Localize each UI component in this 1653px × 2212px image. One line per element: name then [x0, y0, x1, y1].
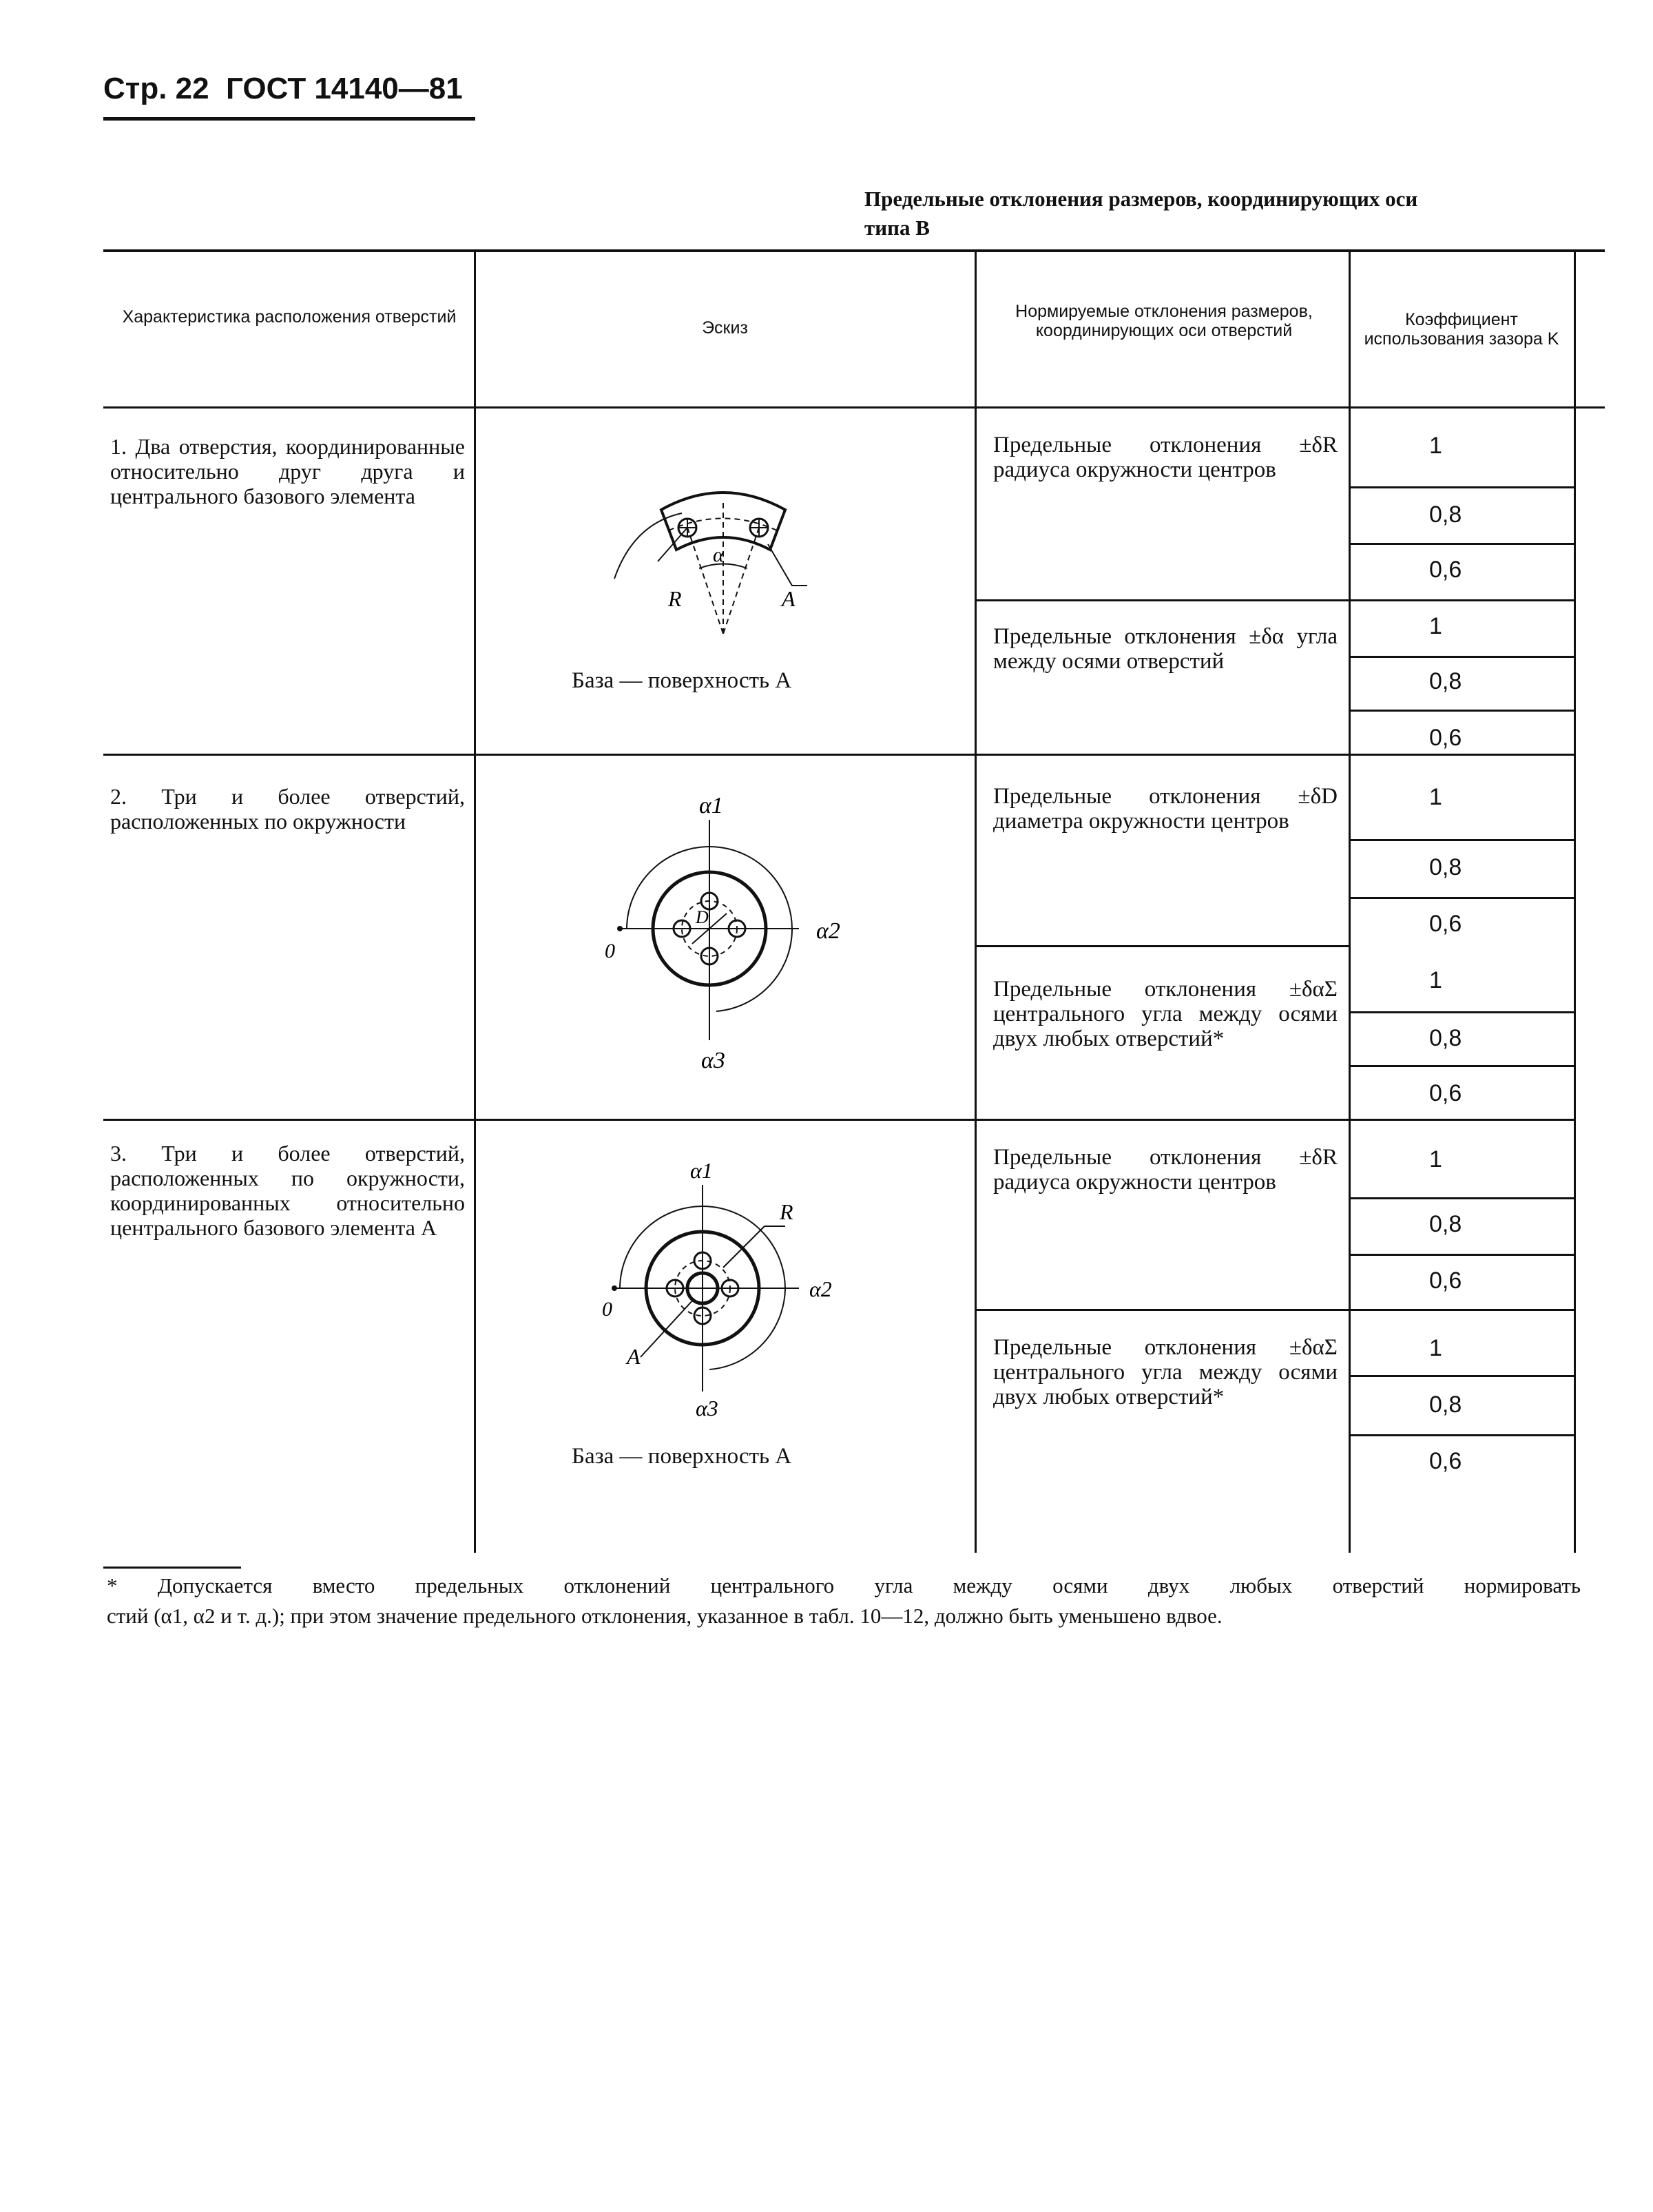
k-separator: [1351, 1254, 1574, 1256]
row3-alpha2-label: α2: [809, 1276, 832, 1301]
group-separator-2: [977, 945, 1349, 947]
group-separator-3: [977, 1309, 1349, 1311]
row1-group1-text: Предельные отклонения ±δR радиуса окружности центров: [993, 433, 1338, 482]
col-header-deviations: Нормируемые отклонения размеров, координирующих оси отверстий: [1015, 302, 1313, 340]
k-separator: [1351, 897, 1574, 899]
row3-g1-k3: 0,6: [1429, 1268, 1462, 1294]
row2-g1-k2: 0,8: [1429, 854, 1462, 880]
col-header-coefficient: Коэффициент использования зазора K: [1364, 310, 1559, 349]
col-header-characteristic: Характеристика расположения отверстий: [122, 307, 457, 327]
k-separator: [1351, 710, 1574, 712]
k-separator: [1351, 1309, 1574, 1311]
k-separator: [1351, 1375, 1574, 1377]
row2-alpha1-label: α1: [699, 793, 723, 818]
page-header: [103, 72, 463, 106]
standard-code: ГОСТ 14140—81: [226, 72, 463, 105]
row2-alpha2-label: α2: [816, 918, 840, 944]
k-separator: [1351, 543, 1574, 545]
page-number: Стр. 22: [103, 72, 209, 105]
k-separator: [1351, 486, 1574, 488]
table-title: [864, 185, 1417, 242]
row3-g2-k2: 0,8: [1429, 1392, 1462, 1418]
group-separator-1: [977, 599, 1349, 601]
row1-g2-k3: 0,6: [1429, 725, 1462, 751]
row1-g2-k2: 0,8: [1429, 668, 1462, 694]
row1-characteristic: 1. Два отверстия, координированные относительно друг друга и центрального базового элемента: [110, 434, 465, 508]
row3-base-label: A: [627, 1344, 641, 1369]
k-separator: [1351, 1011, 1574, 1013]
row1-sketch: [592, 482, 826, 641]
row1-g1-k2: 0,8: [1429, 502, 1462, 528]
row3-g1-k1: 1: [1429, 1146, 1442, 1172]
k-separator: [1351, 754, 1574, 756]
row3-alpha1-label: α1: [690, 1158, 713, 1183]
row1-base-label: A: [782, 586, 796, 611]
col-divider-2: [975, 251, 977, 1553]
row3-radius-label: R: [780, 1199, 793, 1224]
row2-zero-label: 0: [605, 940, 615, 962]
row3-sketch-caption: База — поверхность A: [572, 1444, 792, 1469]
k-separator: [1351, 1434, 1574, 1436]
col-divider-3: [1349, 251, 1351, 1553]
row2-diameter-label: D: [696, 907, 709, 927]
row-separator-1: [103, 754, 1350, 756]
row2-g2-k3: 0,6: [1429, 1080, 1462, 1106]
footnote-rule: [103, 1567, 241, 1569]
row1-group2-text: Предельные отклонения ±δα угла между осями отверстий: [993, 624, 1338, 674]
row1-g2-k1: 1: [1429, 613, 1442, 639]
row2-g2-k1: 1: [1429, 967, 1442, 993]
row2-sketch: [599, 792, 868, 1088]
k-separator: [1351, 656, 1574, 658]
footnote-line2: стий (α1, α2 и т. д.); при этом значение предельного отклонения, указанное в табл. 10—12, должно быть уменьшено вдвое.: [107, 1604, 1223, 1628]
row3-alpha3-label: α3: [696, 1396, 718, 1420]
row3-sketch: [599, 1157, 868, 1426]
footnote-line1: * Допускается вместо предельных отклонений центрального угла между осями двух любых отверстий нормировать: [107, 1573, 1581, 1598]
row3-g2-k3: 0,6: [1429, 1448, 1462, 1474]
row3-group2-text: Предельные отклонения ±δαΣ центрального угла между осями двух любых отверстий*: [993, 1335, 1338, 1409]
k-separator: [1351, 839, 1574, 841]
row1-g1-k1: 1: [1429, 433, 1442, 459]
table-top-rule: [103, 249, 1605, 252]
row3-g1-k2: 0,8: [1429, 1211, 1462, 1237]
row2-alpha3-label: α3: [701, 1048, 725, 1073]
table-title-line2: типа В: [864, 216, 930, 240]
col-divider-4: [1574, 251, 1576, 1553]
k-separator: [1351, 1119, 1574, 1121]
row2-g1-k1: 1: [1429, 784, 1442, 810]
col-divider-1: [474, 251, 476, 1553]
row3-group1-text: Предельные отклонения ±δR радиуса окружности центров: [993, 1145, 1338, 1195]
row1-radius-label: R: [668, 586, 682, 611]
row1-g1-k3: 0,6: [1429, 557, 1462, 583]
header-rule: [103, 117, 475, 121]
row3-zero-label: 0: [602, 1298, 612, 1321]
row1-sketch-caption: База — поверхность A: [572, 668, 792, 693]
row2-characteristic: 2. Три и более отверстий, расположенных по окружности: [110, 784, 465, 834]
row1-alpha-label: α: [713, 544, 724, 566]
row3-g2-k1: 1: [1429, 1335, 1442, 1361]
row3-characteristic: 3. Три и более отверстий, расположенных по окружности, координированных относительно центрального базового элемента A: [110, 1141, 465, 1240]
table-title-line1: Предельные отклонения размеров, координирующих оси: [864, 187, 1418, 211]
row2-g1-k3: 0,6: [1429, 911, 1462, 937]
col-header-sketch: Эскиз: [702, 318, 748, 338]
k-separator: [1351, 1197, 1574, 1199]
header-bottom-rule: [103, 406, 1605, 409]
row-separator-2: [103, 1119, 1350, 1121]
k-separator: [1351, 599, 1574, 601]
k-separator: [1351, 1065, 1574, 1067]
row2-group2-text: Предельные отклонения ±δαΣ центрального угла между осями двух любых отверстий*: [993, 977, 1338, 1051]
row2-g2-k2: 0,8: [1429, 1025, 1462, 1051]
row2-group1-text: Предельные отклонения ±δD диаметра окружности центров: [993, 784, 1338, 834]
